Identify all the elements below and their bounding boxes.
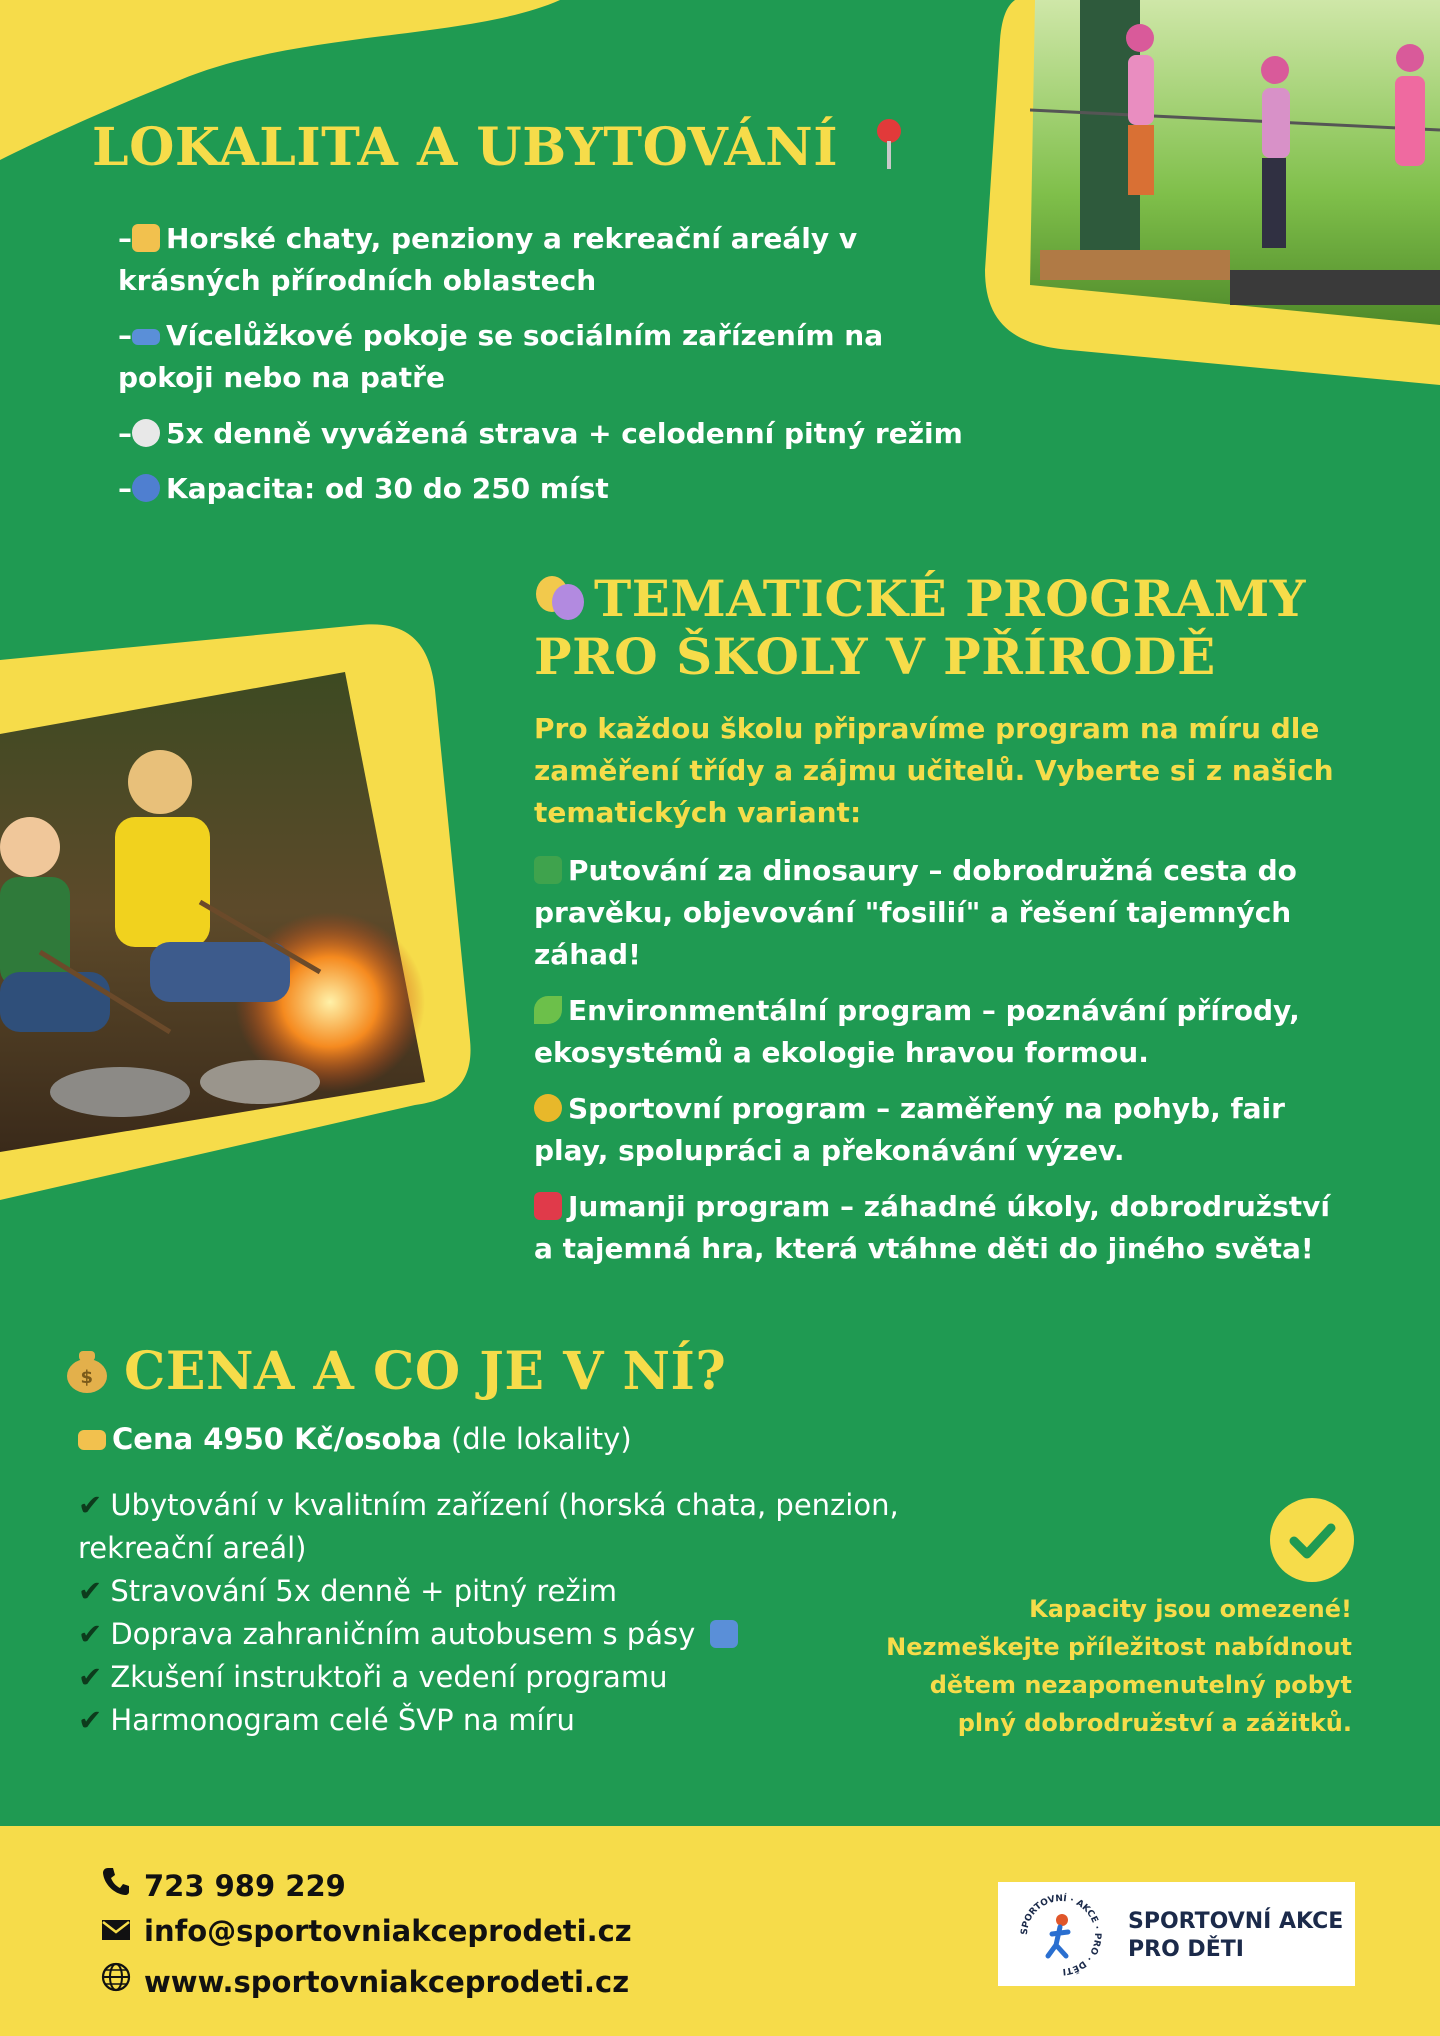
medal-icon <box>534 1094 562 1122</box>
price-note: (dle lokality) <box>450 1422 632 1456</box>
price-item-4-line1: Zkušení instruktoři a vedení programu <box>110 1660 668 1694</box>
program-dinosaur-line1: Putování za dinosaury – dobrodružná cesta do <box>568 854 1297 887</box>
programs-title-line1: TEMATICKÉ PROGRAMY <box>594 569 1306 628</box>
globe-icon <box>100 1962 132 1999</box>
checkmark-icon: ✔ <box>78 1703 103 1737</box>
price-line <box>78 1418 632 1460</box>
lodging-item-4-line1: Kapacita: od 30 do 250 míst <box>166 472 609 505</box>
notice-line3: dětem nezapomenutelný pobyt <box>929 1671 1352 1699</box>
plate-icon <box>132 419 160 447</box>
notice-line2: Nezmeškejte příležitost nabídnout <box>886 1633 1352 1661</box>
program-environment-line2: ekosystémů a ekologie hravou formou. <box>534 1036 1149 1069</box>
seedling-icon <box>534 996 562 1024</box>
lodging-item-1 <box>118 218 978 302</box>
program-jumanji-line1: Jumanji program – záhadné úkoly, dobrodružství <box>568 1190 1330 1223</box>
svg-text:SPORTOVNÍ · AKCE · PRO · DĚTI: SPORTOVNÍ · AKCE · PRO · DĚTI <box>1019 1893 1103 1976</box>
program-environment-line1: Environmentální program – poznávání přírody, <box>568 994 1300 1027</box>
price-item-3 <box>78 1613 744 1656</box>
logo-line1: SPORTOVNÍ AKCE <box>1128 1909 1344 1934</box>
envelope-icon <box>100 1914 132 1948</box>
web-contact[interactable] <box>100 1962 629 1999</box>
phone-contact[interactable] <box>100 1866 346 1903</box>
price-item-2 <box>78 1570 617 1613</box>
lodging-title <box>92 116 907 180</box>
price-item-1-line2: rekreační areál) <box>78 1531 307 1565</box>
checkmark-icon: ✔ <box>78 1574 103 1608</box>
checkmark-icon: ✔ <box>78 1660 103 1694</box>
price-item-1 <box>78 1484 899 1570</box>
email-contact[interactable] <box>100 1914 632 1948</box>
checkmark-circle-icon <box>1270 1498 1354 1582</box>
pin-icon <box>871 117 907 173</box>
programs-title <box>534 570 1414 686</box>
price-item-5-line1: Harmonogram celé ŠVP na míru <box>110 1703 575 1737</box>
programs-intro-line2: zaměření třídy a zájmu učitelů. Vyberte si z našich <box>534 754 1334 787</box>
notice-line1: Kapacity jsou omezené! <box>1029 1595 1352 1623</box>
program-item-dinosaur <box>534 850 1414 976</box>
program-item-environment <box>534 990 1414 1074</box>
program-sport-line1: Sportovní program – zaměřený na pohyb, fair <box>568 1092 1285 1125</box>
price-item-4 <box>78 1656 667 1699</box>
dinosaur-icon <box>534 856 562 884</box>
lodging-item-1-line2: krásných přírodních oblastech <box>118 264 597 297</box>
program-item-sport <box>534 1088 1414 1172</box>
price-title <box>62 1340 726 1404</box>
phone-icon <box>100 1866 132 1903</box>
dash: – <box>118 222 132 255</box>
price-item-3-line1: Doprava zahraničním autobusem s pásy <box>110 1617 696 1651</box>
phone-number: 723 989 229 <box>144 1869 346 1903</box>
program-dinosaur-line3: záhad! <box>534 938 641 971</box>
dice-icon <box>534 1192 562 1220</box>
dash: – <box>118 319 132 352</box>
credit-card-icon <box>78 1430 106 1450</box>
house-icon <box>132 224 160 252</box>
ropes-course-photo <box>1030 0 1440 330</box>
lodging-item-2 <box>118 315 978 399</box>
lodging-item-3 <box>118 413 1018 455</box>
people-icon <box>132 474 160 502</box>
campfire-photo <box>0 672 425 1152</box>
logo-emblem <box>1016 1890 1106 1980</box>
checkmark-icon: ✔ <box>78 1488 103 1522</box>
programs-title-line2: PRO ŠKOLY V PŘÍRODĚ <box>534 627 1216 686</box>
lodging-item-2-line1: Vícelůžkové pokoje se sociálním zařízením na <box>166 319 884 352</box>
bed-icon <box>132 329 160 345</box>
lodging-item-4 <box>118 468 978 510</box>
lodging-item-3-line1: 5x denně vyvážená strava + celodenní pitný režim <box>166 417 963 450</box>
program-dinosaur-line2: pravěku, objevování "fosilií" a řešení tajemných <box>534 896 1292 929</box>
price-item-2-line1: Stravování 5x denně + pitný režim <box>110 1574 617 1608</box>
theater-masks-icon <box>534 574 586 622</box>
dash: – <box>118 417 132 450</box>
lodging-title-text: LOKALITA A UBYTOVÁNÍ <box>92 117 839 178</box>
website-url: www.sportovniakceprodeti.cz <box>144 1965 630 1999</box>
capacity-notice <box>886 1590 1352 1742</box>
program-item-jumanji <box>534 1186 1434 1270</box>
price-value: Cena 4950 Kč/osoba <box>112 1422 442 1456</box>
price-item-1-line1: Ubytování v kvalitním zařízení (horská chata, penzion, <box>110 1488 899 1522</box>
email-address: info@sportovniakceprodeti.cz <box>144 1914 632 1948</box>
company-logo <box>998 1882 1355 1986</box>
programs-intro-line1: Pro každou školu připravíme program na míru dle <box>534 712 1320 745</box>
svg-text:$: $ <box>80 1367 94 1388</box>
price-item-5 <box>78 1699 575 1742</box>
lodging-item-1-line1: Horské chaty, penziony a rekreační areály v <box>166 222 858 255</box>
notice-line4: plný dobrodružství a zážitků. <box>957 1709 1352 1737</box>
logo-text <box>1128 1908 1343 1964</box>
programs-intro <box>534 708 1414 834</box>
programs-intro-line3: tematických variant: <box>534 796 862 829</box>
checkmark-icon: ✔ <box>78 1617 103 1651</box>
money-bag-icon <box>62 1345 112 1395</box>
program-jumanji-line2: a tajemná hra, která vtáhne děti do jiného světa! <box>534 1232 1314 1265</box>
price-title-text: CENA A CO JE V NÍ? <box>124 1341 727 1402</box>
logo-line2: PRO DĚTI <box>1128 1937 1244 1962</box>
program-sport-line2: play, spolupráci a překonávání výzev. <box>534 1134 1125 1167</box>
bus-icon <box>710 1620 738 1648</box>
lodging-item-2-line2: pokoji nebo na patře <box>118 361 445 394</box>
dash: – <box>118 472 132 505</box>
